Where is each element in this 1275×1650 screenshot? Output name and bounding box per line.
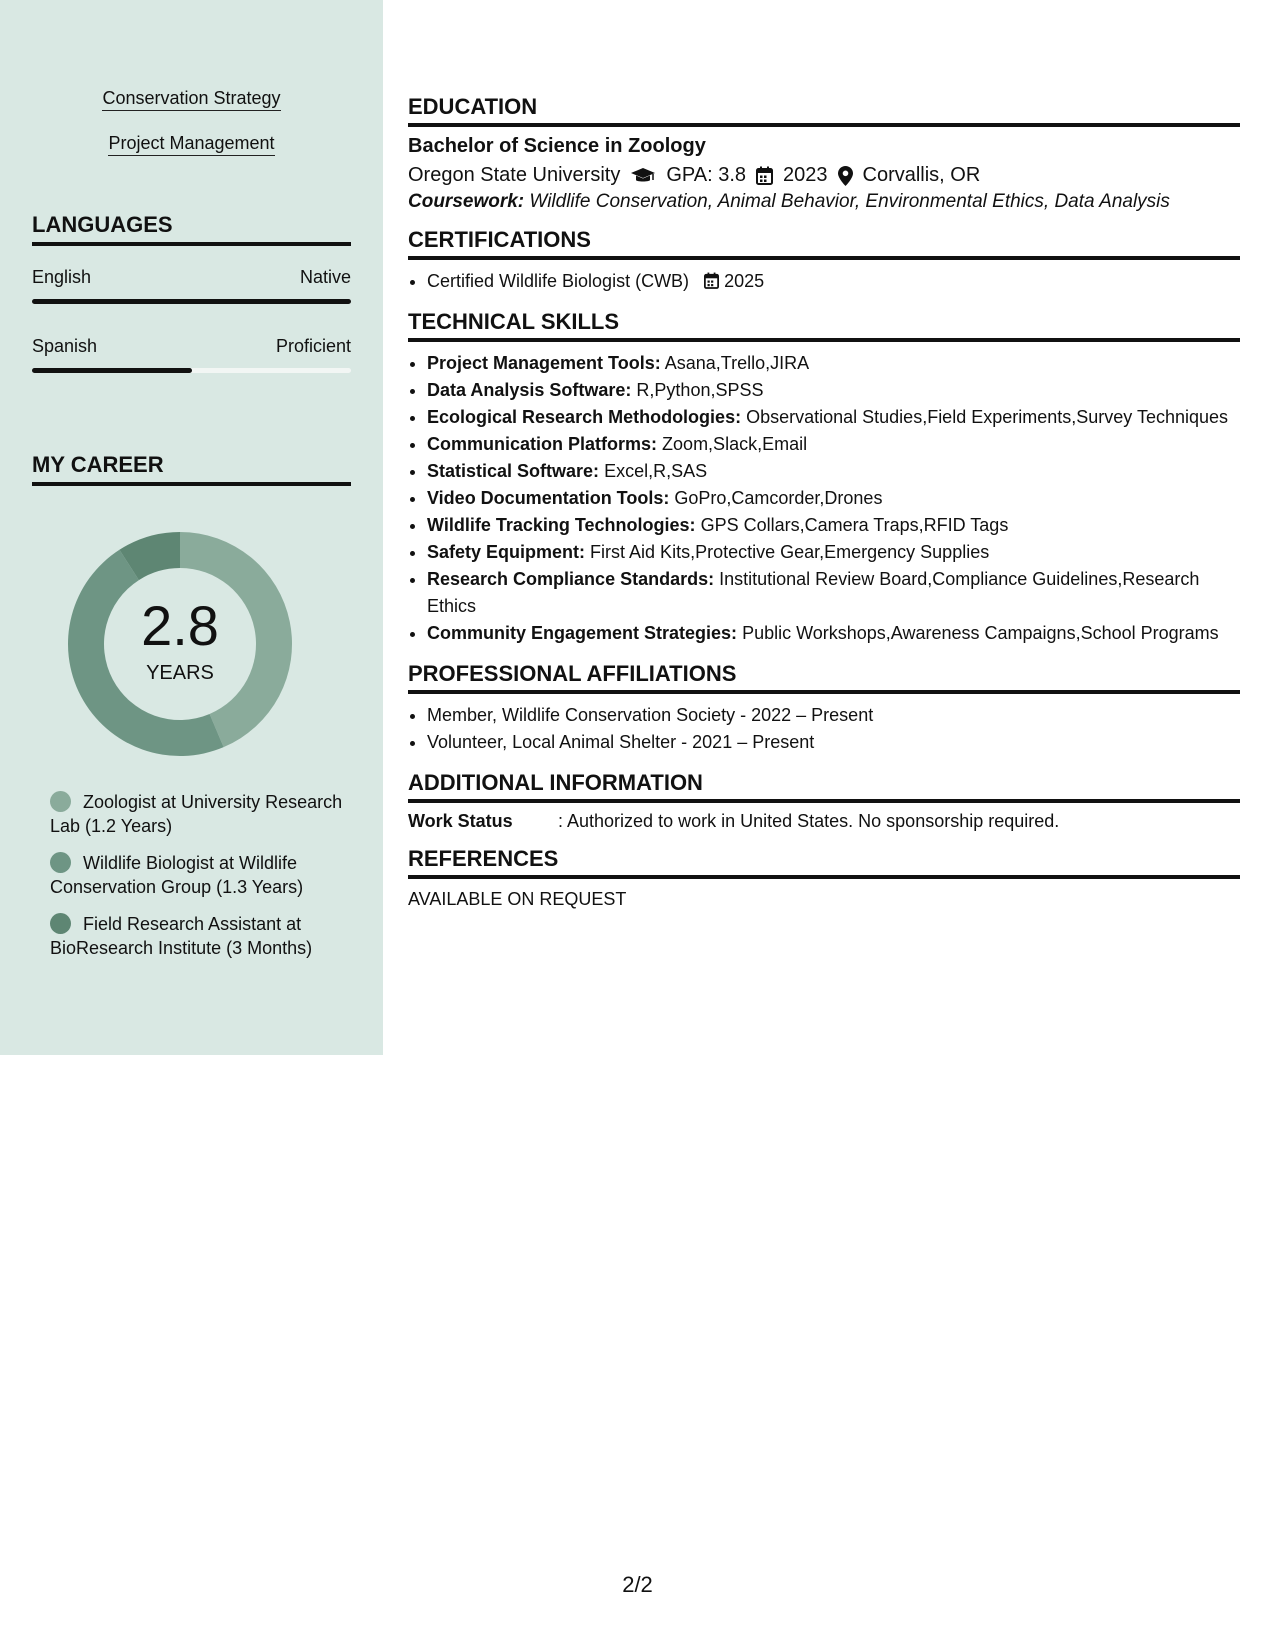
skill-item: • Communication Platforms: Zoom,Slack,Email: [427, 431, 1240, 458]
affiliations-heading: PROFESSIONAL AFFILIATIONS: [408, 661, 1240, 694]
work-status-value: : Authorized to work in United States. No sponsorship required.: [558, 811, 1060, 831]
career-legend-item: Zoologist at University Research Lab (1.2 Years): [50, 792, 343, 836]
certification-year: 2025: [724, 271, 765, 291]
language-level: Proficient: [275, 336, 351, 356]
skill-item: • Wildlife Tracking Technologies: GPS Collars,Camera Traps,RFID Tags: [427, 512, 1240, 539]
skill-item: • Project Management Tools: Asana,Trello,JIRA: [427, 350, 1240, 377]
degree-title: Bachelor of Science in Zoology: [408, 135, 706, 157]
language-name: Spanish: [32, 336, 98, 356]
skill-item: • Data Analysis Software: R,Python,SPSS: [427, 377, 1240, 404]
language-row: [32, 336, 351, 357]
career-legend-item: Field Research Assistant at BioResearch Institute (3 Months): [50, 914, 313, 958]
location-pin-icon: [838, 166, 853, 186]
language-bar: [32, 368, 351, 373]
graduation-cap-icon: [630, 167, 656, 185]
affiliation-item: • Member, Wildlife Conservation Society - 2022 – Present: [427, 702, 1240, 729]
affiliations-list: [408, 702, 1240, 756]
school-name: Oregon State University: [408, 164, 621, 186]
skill-item: • Ecological Research Methodologies: Observational Studies,Field Experiments,Survey Techniques: [427, 404, 1240, 431]
skill-item: • Safety Equipment: First Aid Kits,Protective Gear,Emergency Supplies: [427, 539, 1240, 566]
career-years-label: YEARS: [146, 662, 214, 684]
main-content: [408, 94, 1240, 910]
career-legend-item: Wildlife Biologist at Wildlife Conservation Group (1.3 Years): [50, 853, 304, 897]
certifications-list: [408, 268, 1240, 295]
page-number: 2/2: [622, 1572, 653, 1597]
language-level: Native: [299, 267, 351, 287]
coursework-list: Wildlife Conservation, Animal Behavior, Environmental Ethics, Data Analysis: [529, 191, 1170, 212]
career-total-years: 2.8: [141, 594, 219, 657]
work-status-row: [408, 811, 1240, 832]
legend-dot-icon: [50, 852, 71, 873]
calendar-icon: [704, 272, 719, 289]
language-bar: [32, 299, 351, 304]
career-donut-chart: [64, 528, 296, 760]
education-heading: EDUCATION: [408, 94, 1240, 127]
gpa: GPA: 3.8: [666, 164, 746, 186]
skill-item: • Community Engagement Strategies: Public Workshops,Awareness Campaigns,School Programs: [427, 620, 1240, 647]
work-status-label: Work Status: [408, 811, 513, 831]
technical-skills-heading: TECHNICAL SKILLS: [408, 309, 1240, 342]
language-name: English: [32, 267, 92, 287]
career-heading: MY CAREER: [32, 452, 351, 486]
education-details: [408, 164, 1240, 187]
school-location: Corvallis, OR: [862, 164, 981, 186]
graduation-year: 2023: [783, 164, 828, 186]
references-text: AVAILABLE ON REQUEST: [408, 889, 627, 909]
skill-item: • Research Compliance Standards: Institutional Review Board,Compliance Guidelines,Research Ethics: [427, 566, 1240, 620]
certification-item: • Certified Wildlife Biologist (CWB) 2025: [427, 268, 1240, 295]
references-heading: REFERENCES: [408, 846, 1240, 879]
calendar-icon: [756, 166, 773, 185]
language-row: [32, 267, 351, 288]
certifications-heading: CERTIFICATIONS: [408, 227, 1240, 260]
legend-dot-icon: [50, 913, 71, 934]
skill-item: • Video Documentation Tools: GoPro,Camcorder,Drones: [427, 485, 1240, 512]
skill-tag: Conservation Strategy: [0, 88, 383, 109]
coursework: [408, 191, 1240, 213]
coursework-label: Coursework:: [408, 191, 525, 212]
affiliation-item: • Volunteer, Local Animal Shelter - 2021 – Present: [427, 729, 1240, 756]
additional-info-heading: ADDITIONAL INFORMATION: [408, 770, 1240, 803]
technical-skills-list: [408, 350, 1240, 647]
sidebar: [0, 0, 383, 1055]
career-legend: [50, 790, 350, 973]
language-bar-fill: [32, 368, 192, 373]
skill-item: • Statistical Software: Excel,R,SAS: [427, 458, 1240, 485]
language-bar-fill: [32, 299, 351, 304]
languages-heading: LANGUAGES: [32, 212, 351, 246]
legend-dot-icon: [50, 791, 71, 812]
skill-tag: Project Management: [0, 133, 383, 154]
